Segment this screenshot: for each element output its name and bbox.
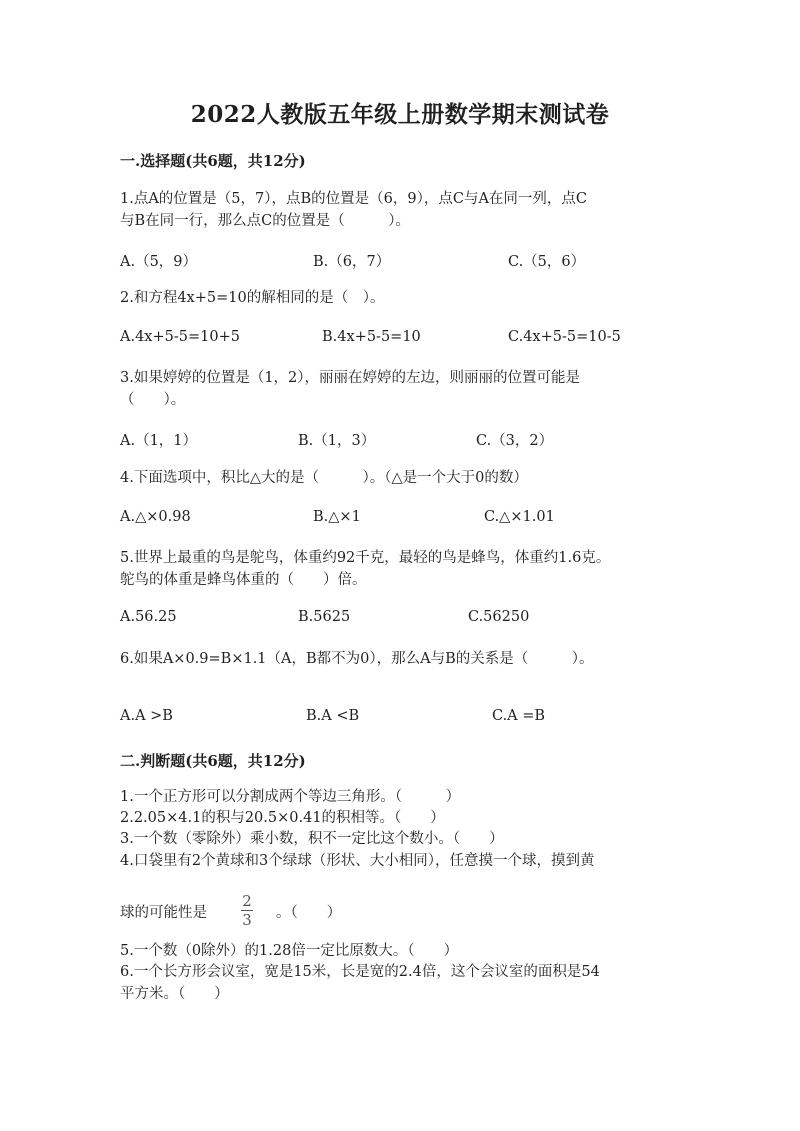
judge-item-4-prefix: 球的可能性是 [120,905,207,921]
q4-option-c: C.△×1.01 [484,509,555,525]
question-4 [120,467,680,489]
q6-option-b: B.A <B [306,708,360,724]
q5-option-b: B.5625 [298,609,351,625]
question-3-line-1: 3.如果婷婷的位置是（1，2），丽丽在婷婷的左边，则丽丽的位置可能是 [120,370,581,386]
question-2-line-1: 2.和方程4x+5=10的解相同的是（ ）。 [120,290,385,306]
question-1-line-2: 与B在同一行，那么点C的位置是（ ）。 [120,213,410,229]
q5-option-a: A.56.25 [120,609,177,625]
page-title: 2022人教版五年级上册数学期末测试卷 [190,101,610,128]
q1-option-a: A.（5，9） [120,254,198,270]
q2-option-b: B.4x+5-5=10 [322,329,421,345]
q5-option-c: C.56250 [468,609,530,625]
q2-option-a: A.4x+5-5=10+5 [120,329,240,345]
judge-item-2: 2.2.05×4.1的积与20.5×0.41的积相等。（ ） [120,810,445,826]
question-5-line-2: 鸵鸟的体重是蜂鸟体重的（ ）倍。 [120,572,367,588]
q4-option-b: B.△×1 [313,509,361,525]
q4-option-a: A.△×0.98 [120,509,191,525]
question-6 [120,648,680,670]
judge-item-5: 5.一个数（0除外）的1.28倍一定比原数大。（ ） [120,943,459,959]
q2-option-c: C.4x+5-5=10-5 [508,329,621,345]
section-heading-choice: 一.选择题(共6题，共12分) [120,152,306,170]
fraction-numerator: 2 [242,892,252,910]
question-5-line-1: 5.世界上最重的鸟是鸵鸟，体重约92千克，最轻的鸟是蜂鸟，体重约1.6克。 [120,550,611,566]
question-4-line-1: 4.下面选项中，积比△大的是（ ）。（△是一个大于0的数） [120,470,528,486]
q6-option-a: A.A >B [120,708,173,724]
q3-option-c: C.（3，2） [476,433,554,449]
q3-option-a: A.（1，1） [120,433,198,449]
question-2 [120,287,680,309]
question-1-line-1: 1.点A的位置是（5，7），点B的位置是（6，9），点C与A在同一列，点C [120,191,588,207]
judge-item-3: 3.一个数（零除外）乘小数，积不一定比这个数小。（ ） [120,831,504,847]
question-3-line-2: （ ）。 [120,392,186,408]
section-heading-judge: 二.判断题(共6题，共12分) [120,752,306,770]
question-6-line-1: 6.如果A×0.9=B×1.1（A，B都不为0），那么A与B的关系是（ ）。 [120,651,594,667]
question-5 [120,547,680,591]
q6-option-c: C.A =B [492,708,546,724]
judge-item-4-suffix: 。（ ） [276,905,342,921]
q1-option-b: B.（6，7） [313,254,391,270]
question-3 [120,367,680,411]
judge-item-6-line-2: 平方米。（ ） [120,986,229,1002]
judge-item-4-line-1: 4.口袋里有2个黄球和3个绿球（形状、大小相同），任意摸一个球，摸到黄 [120,853,595,869]
judge-item-1: 1.一个正方形可以分割成两个等边三角形。（ ） [120,789,461,805]
q3-option-b: B.（1，3） [298,433,376,449]
fraction-two-thirds [241,893,253,928]
fraction-denominator: 3 [242,911,252,929]
q1-option-c: C.（5，6） [508,254,586,270]
judge-item-6-line-1: 6.一个长方形会议室，宽是15米，长是宽的2.4倍，这个会议室的面积是54 [120,964,600,980]
question-1 [120,188,680,232]
